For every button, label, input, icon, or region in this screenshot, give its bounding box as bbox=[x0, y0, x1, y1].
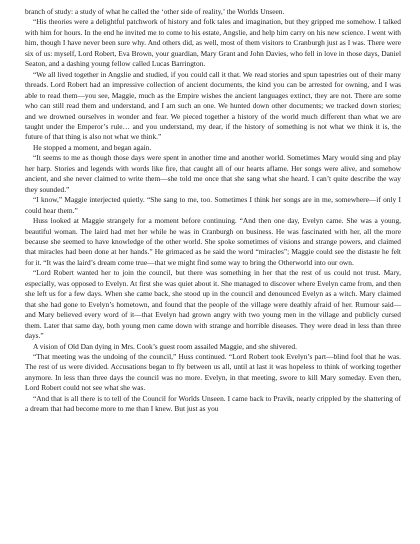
paragraph-1: branch of study: a study of what he called the ‘other side of reality,’ the Worlds Unseen. bbox=[25, 7, 285, 16]
paragraph-9: A vision of Old Dan dying in Mrs. Cook’s guest room assailed Maggie, and she shivered. bbox=[33, 341, 297, 351]
paragraph-5: “It seems to me as though those days were spent in another time and another world. Sometimes Mary would sing and play her harp. Stories and legends with words like fire, that caught all of our hearts aflame. Her songs were alive, and somehow ancient, and she never claimed to write them—she told me once that she sang what she heard. I can’t quite describe the way they sounded.” bbox=[25, 153, 401, 194]
body-text bbox=[25, 7, 401, 415]
paragraph-10: “That meeting was the undoing of the council,” Huss continued. “Lord Robert took Evelyn’s part—blind fool that he was. The rest of us were divided. Accusations began to fly between us all, until at last it was hopeless to think of working together anymore. In less than three days the council was no more. Evelyn, in that meeting, swore to kill Mary someday. Even then, Lord Robert could not see what she was. bbox=[25, 351, 401, 393]
paragraph-6: “I know,” Maggie interjected quietly. “She sang to me, too. Sometimes I think her songs are in me, somewhere—if only I could hear them.” bbox=[25, 195, 401, 215]
paragraph-11: “And that is all there is to tell of the Council for Worlds Unseen. I came back to Pravik, nearly crippled by the shattering of a dream that had become more to me than I knew. But just as you bbox=[25, 393, 401, 414]
paragraph-8: “Lord Robert wanted her to join the council, but there was something in her that the rest of us could not trust. Mary, especially, was opposed to Evelyn. At first she was quiet about it. She managed to discover where Evelyn came from, and then she left us for a few days. When she came back, she stood up in the council and denounced Evelyn as a witch. Mary claimed that she had gone to Evelyn’s hometown, and found that the people of the village were deathly afraid of her. Rumour said—and Mary believed every word of it—that Evelyn had grown angry with two young men in the village and publicly cursed them. Later that same day, both young men came down with strange and horrible diseases. They were dead in less than three days.” bbox=[25, 268, 401, 341]
paragraph-3: “We all lived together in Angslie and studied, if you could call it that. We read stories and spun tapestries out of their many threads. Lord Robert had an impressive collection of ancient documents, the kind you can be arrested for owning, and I was able to read them—you see, Maggie, much as the Empire wishes the ancient languages extinct, they are not. There are some who can still read them and understand, and I am such an one. We hunted down other documents; we tracked down stories; and we drowned ourselves in wonder and fear. We pieced together a history of the world much different than what we are taught under the Emperor’s rule… and you understand, my dear, if the history of something is not what we think it is, the future of that thing is also not what we think.” bbox=[25, 69, 401, 142]
paragraph-4: He stopped a moment, and began again. bbox=[33, 142, 152, 152]
paragraph-2: “His theories were a delightful patchwork of history and folk tales and imagination, but they gripped me somehow. I talked with him for hours. In the end he invited me to come to his estate, Angslie, and help him carry on his new science. I went with him, though I have never been sure why. And others did, as well, most of them visitors to Cranburgh just as I was. There were six of us: myself, Lord Robert, Eva Brown, your guardian, Mary Grant and John Davies, who fell in love in those days, Daniel Seaton, and a dashing young fellow called Lucas Barrington. bbox=[25, 17, 401, 69]
paragraph-7: Huss looked at Maggie strangely for a moment before continuing. “And then one day, Evelyn came. She was a young, beautiful woman. The laird had met her while he was in Cranburgh on business. He was fascinated with her, all the more because she seemed to have knowledge of the other world. She spoke sometimes of visions and strange powers, and claimed that miracles had been done at her hands.” He grimaced as he said the word “miracles”; Maggie could see the distaste he felt for it. “It was the laird’s dream come true—that we might find some way to bring the Otherworld into our own. bbox=[25, 216, 401, 267]
